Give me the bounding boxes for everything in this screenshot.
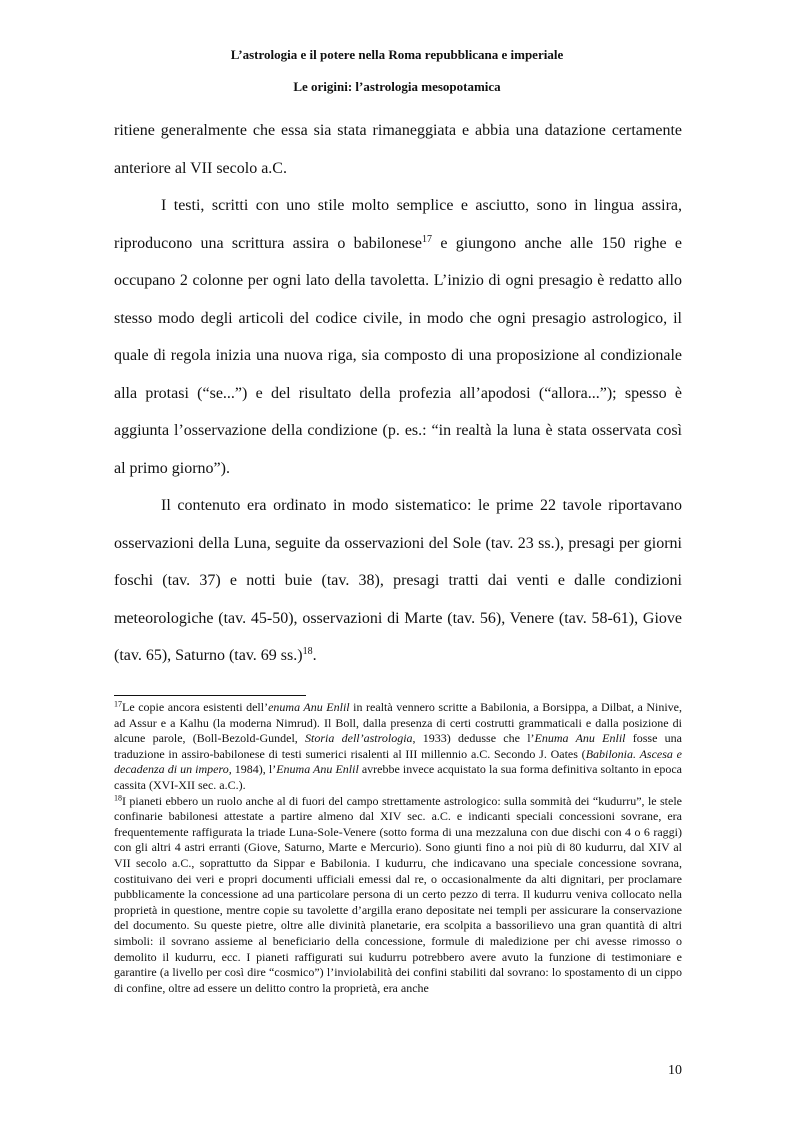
running-header-title: L’astrologia e il potere nella Roma repubblicana e imperiale — [230, 47, 564, 62]
footnote-17-text-5: 1984), l’ — [231, 762, 277, 777]
paragraph-1 — [114, 112, 682, 187]
footnote-17-italic-2: Storia dell’astrologia — [305, 731, 413, 746]
footnote-17-italic-1: enuma Anu Enlil — [268, 700, 350, 714]
footnote-18-number: 18 — [114, 793, 122, 803]
footnote-17-number: 17 — [114, 699, 122, 709]
footnote-17-italic-4: Babilonia. Ascesa e decadenza di un impero, — [114, 746, 682, 777]
footnote-17-text-3: , 1933) dedusse che l’ — [412, 731, 535, 746]
paragraph-2 — [114, 187, 682, 487]
footnote-17 — [114, 700, 682, 794]
paragraph-1-text: ritiene generalmente che essa sia stata rimaneggiata e abbia una datazione certamente anteriore al VII secolo a.C. — [114, 122, 682, 177]
page-number: 10 — [668, 1063, 682, 1078]
running-header-chapter: Le origini: l’astrologia mesopotamica — [293, 79, 501, 94]
paragraph-3-text-a: Il contenuto era ordinato in modo sistematico: le prime 22 tavole riportavano osservazioni della Luna, seguite da osservazioni del Sole (tav. 23 ss.), presagi per giorni foschi (tav. 37) e notti buie (tav. 38), presagi tratti dai venti e dalle condizioni meteorologiche (tav. 45-50), osservazioni di Marte (tav. 56), Venere (tav. 58-61), Giove (tav. 65), Saturno (tav. 69 ss.) — [114, 497, 682, 664]
footnotes — [114, 700, 682, 996]
footnote-18-text: I pianeti ebbero un ruolo anche al di fuori del campo strettamente astrologico: sulla sommità dei “kudurru”, le stele confinarie babilonesi attestate a partire almeno dal XIV sec. a.C. e indicanti speciali concessioni sovrane, era frequentemente raffigurata la triade Luna-Sole-Venere (sotto forma di una mezzaluna con due dischi con 4 o 6 raggi) con gli altri 4 astri erranti (Giove, Saturno, Marte e Mercurio). Sono giunti fino a noi più di 80 kudurru, dal XIV al VII secolo a.C., soprattutto da Sippar e Babilonia. I kudurru, che indicavano una speciale concessione sovrana, costituivano dei veri e propri documenti ufficiali emessi dal re, o occasionalmente da alti dignitari, per proclamare pubblicamente la concessione ad una particolare persona di un certo pezzo di terra. Il kudurru veniva collocato nella proprietà in questione, mentre copie su tavolette d’argilla erano depositate nei templi per assicurare la conservazione del documento. Su queste pietre, oltre alle divinità planetarie, era scolpita a bassorilievo una gran quantità di altri simboli: il sovrano assieme al beneficiario della concessione, formule di maledizione per chi avesse rimosso o demolito il kudurru, ecc. I pianeti raffigurati sui kudurru potrebbero avere avuto la funzione di testimoniare e garantire (a livello per così dire “cosmico”) l’inviolabilità dei confini stabiliti dal sovrano: lo spostamento di un cippo di confine, oltre ad essere un delitto contro la proprietà, era anche — [114, 793, 682, 995]
footnote-17-text-2: in realtà vennero scritte a Babilonia, a Borsippa, a Dilbat, a Ninive, ad Assur e a Kalhu (la moderna Nimrud). Il Boll, dalla presenza di certi costrutti grammaticali e dalla posizione di alcune parole, (Boll-Bezold-Gundel, — [114, 700, 683, 746]
footnote-separator — [114, 695, 306, 696]
footnote-ref-17[interactable]: 17 — [422, 233, 433, 245]
footnote-17-italic-5: Enuma Anu Enlil — [276, 762, 359, 777]
footnote-17-text-6: avrebbe invece acquistato la sua forma definitiva soltanto in epoca cassita (XVI-XII sec. a.C.). — [114, 762, 682, 792]
paragraph-2-text-b: e giungono anche alle 150 righe e occupano 2 colonne per ogni lato della tavoletta. L’inizio di ogni presagio è redatto allo stesso modo degli articoli del codice civile, in modo che ogni presagio astrologico, il quale di regola inizia una nuova riga, sia composto di una proposizione al condizionale alla protasi (“se...”) e del risultato della profezia all’apodosi (“allora...”); spesso è aggiunta l’osservazione della condizione (p. es.: “in realtà la luna è stata osservata così al primo giorno”). — [114, 234, 683, 477]
footnote-17-text-4: fosse una traduzione in assiro-babilonese di testi sumerici risalenti al III millennio a.C. Secondo J. Oates ( — [114, 731, 682, 761]
footnote-17-italic-3: Enuma Anu Enlil — [534, 731, 626, 746]
footnote-ref-18[interactable]: 18 — [302, 646, 313, 657]
footnote-17-text-1: Le copie ancora esistenti dell’ — [122, 700, 269, 714]
footnote-18 — [114, 794, 682, 997]
body-text — [114, 112, 682, 675]
paragraph-3 — [114, 487, 682, 675]
paragraph-2-text-a: I testi, scritti con uno stile molto semplice e asciutto, sono in lingua assira, riproducono una scrittura assira o babilonese — [114, 197, 682, 252]
paragraph-3-text-b: . — [312, 647, 317, 664]
